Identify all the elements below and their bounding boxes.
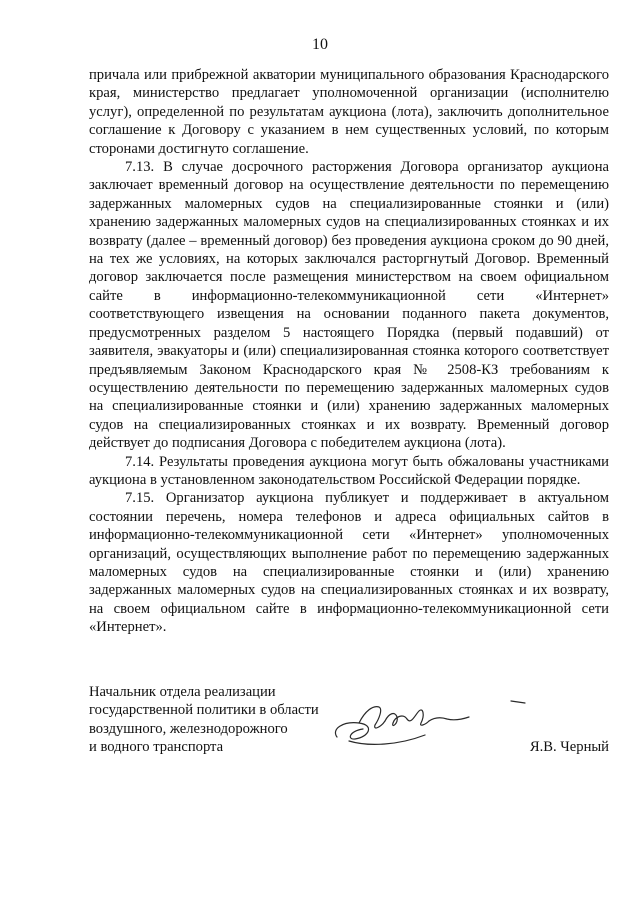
handwritten-signature <box>329 693 529 753</box>
signatory-position-line: и водного транспорта <box>89 739 224 756</box>
document-body <box>89 66 609 637</box>
signatory-position-line: воздушного, железнодорожного <box>89 720 288 737</box>
signatory-position <box>89 683 329 757</box>
paragraph-continuation: причала или прибрежной акватории муниципального образования Краснодарского края, министерство предлагает уполномоченной организации (исполнителю услуг), определенной по результатам аукциона (лота), заключить дополнительное соглашение к Договору с указанием в нем существенных условий, по которым сторонами достигнуто соглашение. <box>89 67 609 157</box>
page-number: 10 <box>312 36 328 53</box>
paragraph-7-13: 7.13. В случае досрочного расторжения Договора организатор аукциона заключает временный договор на осуществление деятельности по перемещению задержанных маломерных судов на специализированные стоянки и (или) хранению задержанных маломерных судов на специализированных стоянках и их возврату (далее – временный договор) без проведения аукциона сроком до 90 дней, на тех же условиях, на которых заключался расторгнутый Договор. Временный договор заключается после размещения министерством на своем официальном сайте в информационно-телекоммуникационной сети «Интернет» соответствующего извещения на основании поданного пакета документов, предусмотренных разделом 5 настоящего Порядка (первый подавший) от заявителя, эвакуаторы и (или) специализированная стоянка которого соответствует предъявляемым Законом Краснодарского края № 2508-КЗ требованиям к осуществлению деятельности по перемещению задержанных маломерных судов на специализированные стоянки и (или) хранению задержанных маломерных судов на специализированных стоянках и их возврату. Временный договор действует до подписания Договора с победителем аукциона (лота). <box>89 159 609 452</box>
signatory-position-line: Начальник отдела реализации <box>89 684 276 700</box>
signature-block <box>89 683 609 763</box>
signatory-position-line: государственной политики в области <box>89 702 319 719</box>
signatory-name: Я.В. Черный <box>529 739 609 755</box>
paragraph-7-14: 7.14. Результаты проведения аукциона могут быть обжалованы участниками аукциона в установленном законодательством Российской Федерации порядке. <box>89 453 609 488</box>
paragraph-7-15: 7.15. Организатор аукциона публикует и поддерживает в актуальном состоянии перечень, номера телефонов и адреса официальных сайтов в информационно-телекоммуникационной сети «Интернет» уполномоченных организаций, осуществляющих выполнение работ по перемещению задержанных маломерных судов на специализированные стоянки и (или) хранению задержанных маломерных судов на специализированных стоянках и их возврату, на своем официальном сайте в информационно-телекоммуникационной сети «Интернет». <box>89 490 609 636</box>
